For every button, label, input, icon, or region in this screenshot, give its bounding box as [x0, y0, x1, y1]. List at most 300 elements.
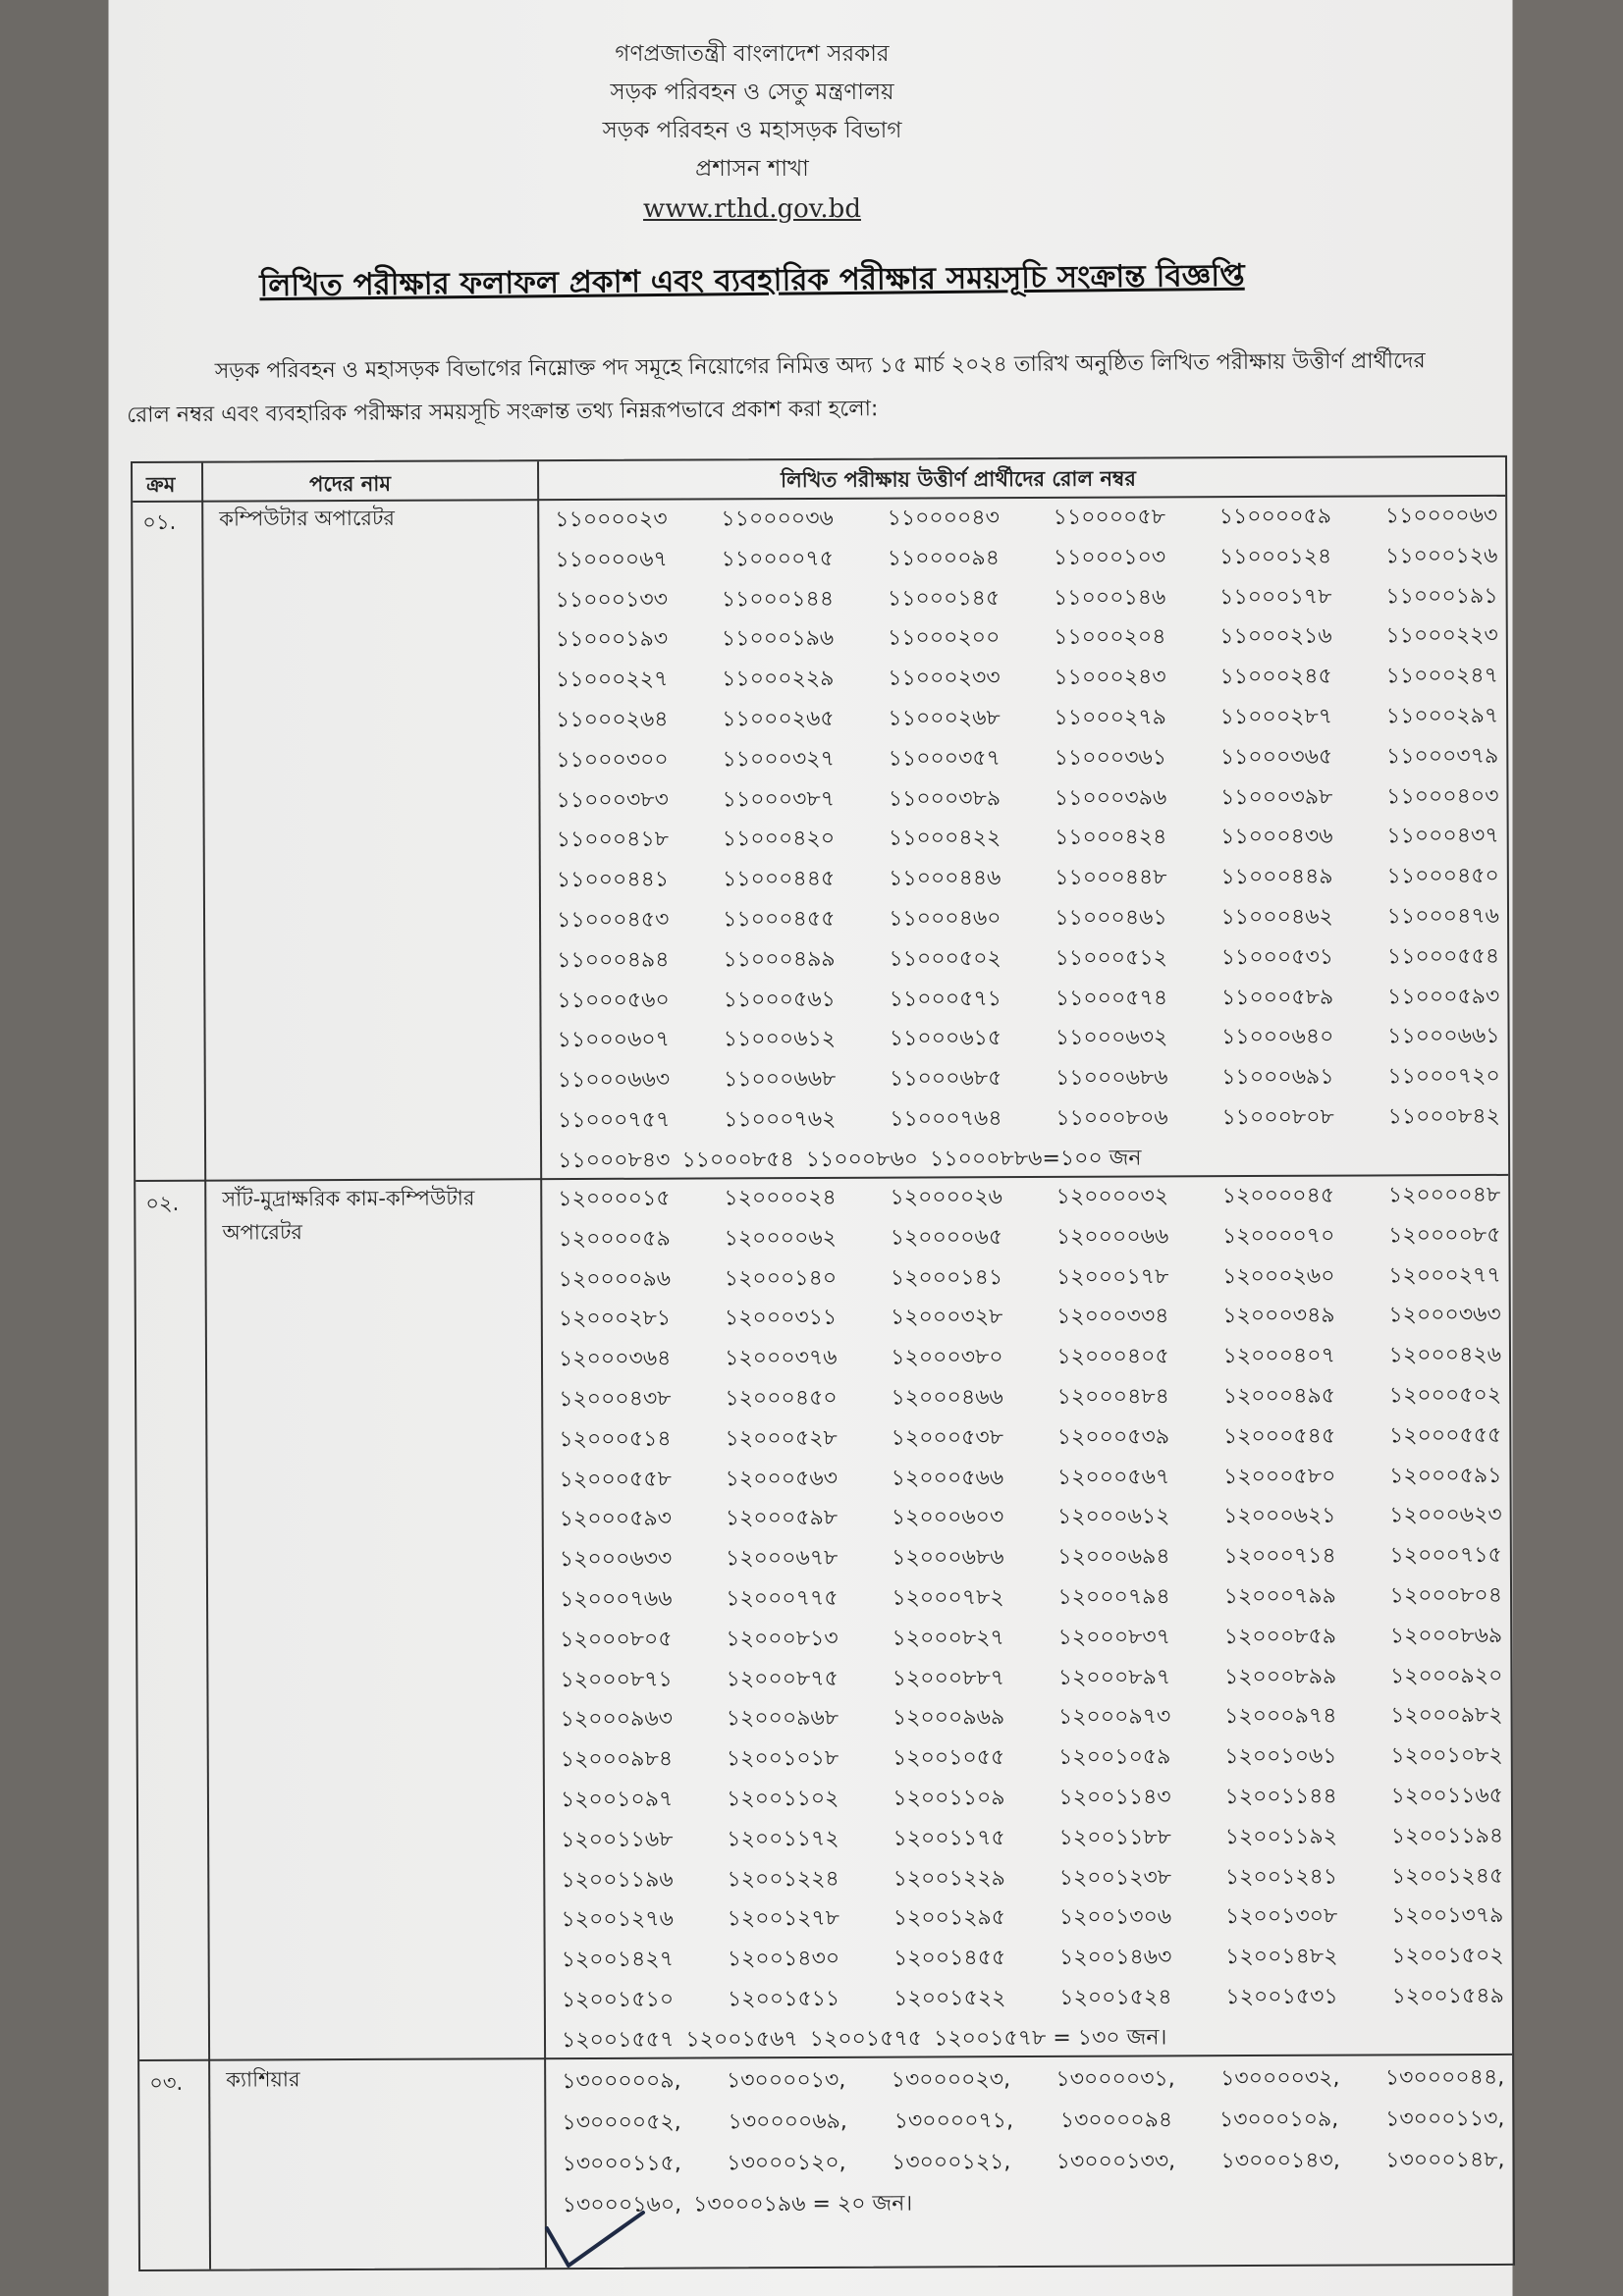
- roll-row: [556, 697, 1498, 741]
- roll-number: ১১০০০৮৪৩: [558, 1148, 671, 1173]
- roll-number: ১১০০০৬৪০: [1220, 1025, 1334, 1050]
- checkmark-icon: [541, 2207, 649, 2275]
- roll-number: ১১০০০৪২২: [888, 826, 1001, 852]
- roll-row: [560, 1576, 1502, 1621]
- roll-number: ১১০০০১০৩: [1053, 545, 1166, 570]
- roll-number: ১১০০০৩৮৯: [888, 785, 1001, 812]
- roll-number: ১১০০০০৩৬: [721, 506, 834, 532]
- roll-number: ১১০০০৮০৬: [1055, 1105, 1168, 1131]
- roll-number: ১১০০০৮৪২: [1387, 1103, 1500, 1130]
- division-name: সড়ক পরিবহন ও মহাসড়ক বিভাগ: [602, 118, 902, 143]
- roll-number: ১১০০০৪৩৭: [1386, 824, 1499, 849]
- roll-number: ১১০০০৮৮৬=১০০ জন: [930, 1146, 1142, 1172]
- roll-row: [557, 857, 1499, 901]
- roll-number: ১১০০০৬১৫: [889, 1026, 1002, 1051]
- roll-row: [560, 1617, 1502, 1661]
- roll-number: ১২০০০৫৮০: [1222, 1464, 1336, 1489]
- roll-number: ১২০০১৪৬৩: [1058, 1945, 1172, 1971]
- roll-number: ১১০০০২০৪: [1054, 624, 1166, 651]
- roll-number: ১২০০১৩০৮: [1224, 1903, 1338, 1930]
- roll-row: [562, 2099, 1504, 2144]
- roll-number: ১২০০০৪৬৬: [891, 1385, 1003, 1411]
- roll-number: ১২০০০০৪৮: [1387, 1182, 1501, 1208]
- roll-number: ১১০০০৬১২: [723, 1027, 837, 1052]
- roll-number: ১২০০১১৭৫: [893, 1825, 1005, 1851]
- roll-number: ১১০০০৫৭৪: [1055, 985, 1168, 1011]
- roll-number: ১২০০০৭৬৬: [560, 1586, 673, 1613]
- roll-number: ১১০০০৪০৩: [1386, 783, 1499, 809]
- roll-number: ১৩০০০০৩২,: [1220, 2065, 1340, 2092]
- roll-number: ১১০০০৮০৮: [1221, 1104, 1334, 1131]
- roll-number: ১২০০১৩০৬: [1058, 1904, 1172, 1931]
- roll-row: [561, 1817, 1503, 1861]
- roll-number: ১২০০০৭১৪: [1223, 1543, 1336, 1570]
- letterhead: [109, 35, 1395, 229]
- roll-number: ১২০০১০৫৯: [1058, 1744, 1171, 1771]
- roll-number: ১১০০০০৬৩: [1384, 503, 1498, 529]
- roll-number: ১১০০০৪৩৬: [1220, 825, 1333, 850]
- roll-number: ১২০০০৭১৫: [1389, 1543, 1502, 1569]
- roll-number: ১১০০০৮৬০: [805, 1147, 919, 1172]
- roll-number: ১২০০০৫৬৬: [891, 1465, 1004, 1491]
- roll-number: ১২০০০৪০৫: [1056, 1344, 1169, 1370]
- roll-number: ১৩০০০০৬৯,: [728, 2109, 847, 2135]
- roll-number: ১১০০০৪৪৬: [889, 866, 1001, 891]
- roll-number: ১১০০০১৪৬: [1053, 584, 1166, 611]
- roll-number: ১২০০১৫১০: [561, 1987, 675, 2013]
- roll-number: ১২০০০০২৪: [724, 1185, 837, 1211]
- roll-row: [557, 817, 1499, 861]
- roll-number: ১১০০০৪১৮: [556, 827, 670, 853]
- roll-number: ১১০০০৫৬১: [723, 987, 836, 1012]
- roll-number: ১১০০০০২৩: [555, 507, 668, 533]
- roll-number: ১১০০০৪৬১: [1055, 905, 1167, 931]
- roll-number: ১১০০০২৪৭: [1385, 664, 1498, 689]
- roll-number: ১২০০১৫৫৭: [561, 2027, 675, 2053]
- roll-number: ১১০০০৩০০: [556, 747, 669, 773]
- roll-number: ১২০০১৪২৭: [561, 1947, 675, 1973]
- roll-number: ১২০০০৩৮০: [891, 1345, 1003, 1370]
- roll-number: ১১০০০৬৬৮: [723, 1067, 837, 1093]
- roll-number: ১২০০০০৪৫: [1221, 1183, 1335, 1209]
- roll-row: [557, 977, 1499, 1021]
- roll-number: ১১০০০৭৬২: [724, 1106, 837, 1133]
- roll-number: ১২০০০০৬৫: [890, 1224, 1003, 1251]
- roll-row: [561, 1777, 1503, 1821]
- roll-number: ১২০০০৪৩৮: [559, 1386, 672, 1413]
- roll-row: [556, 737, 1498, 781]
- roll-number: ১১০০০৩৬৫: [1219, 744, 1333, 770]
- roll-number: ১২০০০১৪১: [890, 1264, 1003, 1291]
- intro-paragraph: সড়ক পরিবহন ও মহাসড়ক বিভাগের নিম্নোক্ত পদ সমূহে নিয়োগের নিমিত্ত অদ্য ১৫ মার্চ ২০২৪ তারিখ অনুষ্ঠিত লিখিত পরীক্ষায় উত্তীর্ণ প্রার্থীদের রোল নম্বর এবং ব্যবহারিক পরীক্ষার সময়সূচি সংক্রান্ত তথ্য নিম্নরূপভাবে প্রকাশ করা হলো:: [127, 348, 1426, 428]
- roll-number: ১১০০০১৩৩: [555, 587, 669, 613]
- roll-number: ১২০০০৮৬৯: [1389, 1623, 1503, 1649]
- roll-number: ১১০০০৭৫৭: [557, 1107, 671, 1134]
- roll-number: ১১০০০২৭৯: [1054, 705, 1166, 730]
- roll-number: ১২০০১৫২২: [893, 1986, 1006, 2011]
- roll-number: ১২০০০৮৭৫: [726, 1666, 839, 1691]
- roll-list-stenotypist: [558, 1176, 1504, 2061]
- government-name: গণপ্রজাতন্ত্রী বাংলাদেশ সরকার: [615, 41, 890, 67]
- roll-number: ১২০০০০১৫: [558, 1186, 671, 1212]
- roll-number: ১২০০০৬২১: [1223, 1504, 1336, 1529]
- roll-list-computer-operator: [555, 497, 1500, 1182]
- post-cashier: ক্যাশিয়ার: [226, 2067, 300, 2092]
- roll-number: ১২০০০৪২৬: [1388, 1343, 1502, 1368]
- roll-number: ১১০০০৬৮৬: [1055, 1065, 1168, 1092]
- roll-number: ১১০০০৪৬০: [889, 906, 1001, 932]
- roll-number: ১১০০০৬৬১: [1387, 1024, 1500, 1049]
- roll-number: ১১০০০৩৯৮: [1219, 784, 1333, 810]
- roll-number: ১২০০০২৮১: [558, 1306, 672, 1332]
- roll-number: ১১০০০৫৯৩: [1386, 984, 1500, 1009]
- roll-row: [558, 1097, 1500, 1142]
- roll-number: ১১০০০১৯৩: [555, 627, 669, 653]
- roll-number: ১২০০১২২৯: [893, 1865, 1005, 1892]
- roll-number: ১৩০০০১৪৩,: [1220, 2148, 1340, 2174]
- notice-sheet: [109, 0, 1513, 2296]
- roll-number: ১৩০০০১১৫,: [562, 2151, 681, 2177]
- roll-number: ১৩০০০১৯৬ = ২০ জন।: [693, 2191, 913, 2217]
- roll-number: ১১০০০২৬৪: [556, 707, 669, 733]
- roll-number: ১৩০০০১১৩,: [1384, 2106, 1505, 2132]
- roll-number: ১২০০০৬২৩: [1389, 1503, 1502, 1528]
- roll-number: ১২০০১১৯৪: [1390, 1823, 1504, 1849]
- roll-number: ১২০০০৩৬৪: [558, 1346, 672, 1372]
- roll-number: ১১০০০৩৮৩: [556, 787, 669, 813]
- roll-number: ১২০০০৫৯১: [1389, 1463, 1502, 1488]
- roll-number: ১১০০০৪২৪: [1054, 825, 1167, 851]
- roll-number: ১২০০০৮০৫: [560, 1627, 673, 1652]
- roll-number: ১২০০০৩৩৪: [1056, 1304, 1169, 1330]
- roll-number: ১১০০০২৩৩: [888, 666, 1001, 691]
- roll-number: ১১০০০৩৮৭: [722, 786, 836, 812]
- roll-number: ১২০০০৯৭৪: [1224, 1704, 1337, 1730]
- roll-row: [556, 777, 1498, 822]
- roll-number: ১১০০০২৬৫: [722, 706, 835, 732]
- roll-row: [558, 1057, 1500, 1101]
- roll-number: ১২০০১৫০২: [1391, 1944, 1504, 1969]
- roll-number: ১২০০০৮৮৭: [892, 1665, 1005, 1691]
- roll-number: ১২০০০৫২৮: [725, 1425, 838, 1452]
- roll-number: ১১০০০৫৫৪: [1386, 943, 1500, 970]
- branch-name: প্রশাসন শাখা: [695, 156, 809, 182]
- roll-number: ১২০০০৮০৪: [1389, 1582, 1503, 1609]
- roll-number: ১৩০০০১৩৩,: [1055, 2149, 1176, 2174]
- roll-row: [557, 1017, 1499, 1061]
- roll-number: ১২০০০০৯৬: [558, 1266, 672, 1292]
- roll-number: ১৩০০০০২৩,: [891, 2067, 1011, 2093]
- roll-number: ১২০০০৩৭৬: [725, 1346, 838, 1371]
- roll-row: [558, 1138, 1500, 1182]
- roll-number: ১২০০০৩১১: [724, 1306, 838, 1331]
- roll-row: [558, 1216, 1500, 1260]
- roll-row: [562, 2017, 1504, 2061]
- roll-row: [559, 1376, 1501, 1420]
- roll-number: ১২০০০০৮৫: [1388, 1222, 1501, 1249]
- roll-number: ১২০০১২৭৬: [561, 1906, 674, 1933]
- roll-number: ১১০০০৩৫৭: [888, 745, 1001, 772]
- roll-number: ১১০০০৬৮৫: [889, 1066, 1002, 1092]
- roll-number: ১৩০০০০০৯,: [562, 2068, 681, 2095]
- roll-number: ১১০০০১৯১: [1385, 583, 1498, 610]
- roll-number: ১২০০০৫৫৮: [559, 1467, 672, 1492]
- roll-number: ১১০০০০৫৯: [1218, 504, 1332, 530]
- roll-number: ১২০০১২৪৫: [1390, 1863, 1504, 1889]
- roll-number: ১২০০০৬৭৮: [725, 1546, 839, 1572]
- roll-row: [559, 1296, 1501, 1340]
- results-table: [131, 455, 1515, 2271]
- roll-number: ১২০০১৫১১: [727, 1986, 840, 2012]
- roll-number: ১১০০০৩৯৬: [1054, 784, 1167, 811]
- roll-number: ১১০০০৪৫৩: [556, 907, 670, 934]
- roll-number: ১১০০০১৯৬: [721, 626, 835, 652]
- roll-number: ১২০০১১৭২: [727, 1826, 839, 1852]
- roll-number: ১২০০১২৪১: [1224, 1864, 1338, 1890]
- roll-number: ১১০০০৬০৭: [557, 1027, 671, 1053]
- roll-number: ১২০০০০৫৯: [558, 1226, 671, 1252]
- roll-number: ১১০০০৬৬৩: [557, 1067, 671, 1094]
- roll-row: [561, 1736, 1503, 1781]
- roll-number: ১২০০০৯৬৯: [892, 1705, 1005, 1731]
- roll-number: ১২০০১৫২৪: [1059, 1985, 1172, 2010]
- roll-row: [559, 1256, 1501, 1301]
- post-stenotypist: সাঁট-মুদ্রাক্ষরিক কাম-কম্পিউটার অপারেটর: [222, 1186, 475, 1245]
- roll-number: ১২০০০৫৬৩: [725, 1466, 839, 1491]
- roll-number: ১২০০০৮১৩: [726, 1626, 839, 1652]
- roll-number: ১১০০০০৭৫: [721, 546, 835, 572]
- roll-row: [557, 937, 1499, 982]
- roll-number: ১১০০০৫০২: [889, 945, 1001, 972]
- header-serial: ক্রম: [146, 472, 176, 497]
- roll-number: ১২০০০৮২৭: [892, 1625, 1004, 1651]
- roll-row: [563, 2181, 1505, 2226]
- roll-row: [555, 497, 1497, 541]
- roll-number: ১২০০০৫১৪: [559, 1426, 672, 1452]
- post-computer-operator: কম্পিউটার অপারেটর: [219, 506, 395, 531]
- roll-number: ১১০০০৫৭১: [889, 986, 1002, 1012]
- roll-number: ১২০০১১৬৮: [561, 1827, 674, 1852]
- roll-number: ১১০০০৫৮৯: [1220, 985, 1334, 1010]
- roll-number: ১২০০০৫৫৫: [1388, 1422, 1502, 1449]
- roll-number: ১১০০০৪৬২: [1220, 904, 1333, 931]
- roll-number: ১১০০০৪৯৯: [723, 946, 836, 973]
- roll-number: ১১০০০২০০: [887, 625, 1001, 652]
- roll-number: ১৩০০০০৯৪: [1059, 2108, 1173, 2133]
- roll-number: ১২০০১১৬৫: [1390, 1783, 1503, 1809]
- roll-number: ১২০০০২৭৭: [1388, 1262, 1501, 1289]
- roll-number: ১৩০০০১২১,: [891, 2150, 1011, 2175]
- roll-number: ১২০০০৮৯৭: [1057, 1664, 1171, 1690]
- roll-number: ১১০০০০৫৮: [1053, 505, 1166, 530]
- website-link[interactable]: www.rthd.gov.bd: [643, 194, 861, 224]
- roll-number: ১১০০০৪৭৬: [1386, 903, 1500, 930]
- roll-number: ১২০০০৮৩৭: [1057, 1625, 1171, 1650]
- roll-number: ১২০০০৩৬৩: [1388, 1303, 1501, 1328]
- roll-number: ১২০০০৬১২: [1056, 1504, 1170, 1530]
- roll-number: ১২০০১৪৮২: [1225, 1944, 1338, 1970]
- roll-number: ১১০০০৪৪১: [556, 867, 670, 893]
- roll-number: ১২০০০৭৯৯: [1223, 1583, 1336, 1610]
- roll-number: ১২০০০৪৫০: [725, 1385, 838, 1412]
- roll-number: ১২০০০৯৮২: [1390, 1703, 1503, 1729]
- roll-number: ১২০০১১০৯: [893, 1786, 1005, 1811]
- header-rolls: লিখিত পরীক্ষায় উত্তীর্ণ প্রার্থীদের রোল নম্বর: [781, 466, 1136, 493]
- ministry-name: সড়ক পরিবহন ও সেতু মন্ত্রণালয়: [610, 80, 894, 105]
- roll-number: ১১০০০৬৯১: [1221, 1064, 1334, 1091]
- roll-number: ১২০০০০৬৬: [1055, 1224, 1169, 1250]
- roll-number: ১২০০১৪৫৫: [893, 1946, 1006, 1971]
- roll-number: ১২০০০৫৬৭: [1056, 1464, 1170, 1490]
- roll-row: [561, 1856, 1503, 1900]
- roll-number: ১২০০০০৬২: [724, 1225, 838, 1252]
- header-post: পদের নাম: [309, 471, 392, 497]
- roll-number: ১৩০০০০৭১,: [893, 2109, 1014, 2134]
- roll-number: ১২০০১০৬১: [1224, 1743, 1337, 1770]
- roll-row: [556, 616, 1498, 661]
- roll-row: [560, 1656, 1502, 1700]
- roll-number: ১২০০০৪৯৫: [1222, 1383, 1336, 1410]
- roll-number: ১২০০০৭৭৫: [726, 1585, 839, 1612]
- roll-number: ১১০০০২২৩: [1385, 623, 1498, 649]
- roll-row: [562, 2140, 1504, 2185]
- roll-number: ১২০০০৪৮৪: [1056, 1384, 1169, 1410]
- roll-number: ১১০০০১২৬: [1384, 543, 1498, 569]
- roll-row: [555, 537, 1497, 581]
- column-divider: [201, 463, 211, 2269]
- roll-number: ১৩০০০১৬০,: [562, 2192, 682, 2218]
- roll-number: ১৩০০০১০৯,: [1218, 2107, 1339, 2133]
- roll-number: ১২০০১৩৭৯: [1391, 1903, 1504, 1929]
- roll-number: ১২০০০৮৭১: [560, 1667, 673, 1692]
- roll-number: ১১০০০১৭৮: [1219, 584, 1332, 610]
- roll-number: ১৩০০০০১৩,: [726, 2067, 846, 2094]
- roll-number: ১২০০১১৪৩: [1058, 1785, 1171, 1810]
- roll-number: ১১০০০৪৪৮: [1055, 865, 1167, 891]
- roll-number: ১২০০০০৩২: [1055, 1184, 1169, 1209]
- roll-row: [560, 1536, 1502, 1580]
- roll-number: ১৩০০০০৫২,: [562, 2109, 681, 2136]
- roll-number: ১৩০০০১৪৮,: [1385, 2147, 1505, 2173]
- roll-number: ১১০০০২৯৭: [1385, 703, 1499, 729]
- roll-number: ১৩০০০০৩১,: [1055, 2066, 1175, 2092]
- roll-number: ১২০০০৫৩৮: [891, 1424, 1004, 1451]
- roll-list-cashier: [562, 2057, 1505, 2226]
- roll-number: ১২০০১১৪৪: [1224, 1784, 1337, 1810]
- roll-number: ১২০০১০৮২: [1390, 1743, 1503, 1769]
- roll-row: [559, 1336, 1501, 1380]
- serial-1: ০১.: [142, 509, 177, 534]
- roll-number: ১১০০০৩৭৯: [1385, 743, 1499, 770]
- roll-number: ১১০০০৮৫৪: [681, 1147, 794, 1173]
- roll-number: ১২০০০৮৫৯: [1223, 1624, 1337, 1649]
- roll-number: ১২০০১০৯৭: [560, 1787, 674, 1813]
- roll-number: ১১০০০৭২০: [1387, 1064, 1500, 1090]
- roll-number: ১২০০০২৬০: [1222, 1263, 1335, 1289]
- roll-number: ১২০০১৫৬৭: [685, 2026, 798, 2053]
- roll-number: ১২০০০৯৭৩: [1057, 1704, 1171, 1731]
- roll-number: ১২০০১২৩৮: [1058, 1864, 1172, 1891]
- roll-number: ১২০০০৯২০: [1389, 1663, 1503, 1688]
- roll-number: ১২০০১৫৭৮ = ১৩০ জন।: [933, 2025, 1167, 2052]
- roll-number: ১২০০১১৯৬: [561, 1867, 674, 1893]
- roll-number: ১১০০০০৯৪: [887, 545, 1001, 571]
- roll-row: [557, 897, 1499, 941]
- roll-number: ১১০০০২৮৭: [1219, 704, 1333, 730]
- roll-row: [561, 1896, 1503, 1941]
- roll-number: ১১০০০৪৫৫: [723, 906, 836, 933]
- roll-row: [562, 1937, 1504, 1981]
- roll-number: ১২০০০৫৪৫: [1222, 1423, 1336, 1449]
- roll-number: ১২০০০৫০২: [1388, 1382, 1502, 1409]
- roll-number: ১১০০০২১৬: [1219, 624, 1332, 650]
- roll-number: ১২০০০৫৩৯: [1056, 1424, 1170, 1450]
- roll-number: ১১০০০৬৩২: [1055, 1025, 1168, 1051]
- roll-number: ১১০০০২২৭: [555, 667, 669, 693]
- roll-number: ১২০০০৬৯৪: [1057, 1544, 1170, 1571]
- roll-number: ১১০০০০৪৩: [887, 506, 1000, 531]
- roll-number: ১১০০০২৪৩: [1054, 665, 1166, 691]
- roll-number: ১১০০০০৬৭: [555, 547, 668, 572]
- roll-number: ১২০০০৭৮২: [892, 1585, 1004, 1611]
- serial-2: ০২.: [145, 1191, 180, 1215]
- roll-number: ১১০০০৫১২: [1055, 945, 1167, 971]
- roll-number: ১১০০০২৬৮: [888, 706, 1001, 731]
- roll-number: ১১০০০৪২০: [722, 827, 836, 852]
- roll-number: ১২০০১৫৪৯: [1391, 1983, 1504, 2009]
- roll-number: ১২০০০১৭৮: [1055, 1263, 1169, 1290]
- roll-number: ১১০০০২২৯: [722, 667, 835, 692]
- roll-number: ১২০০০৮৯৯: [1223, 1664, 1337, 1689]
- roll-number: ১৩০০০০৪৪,: [1384, 2064, 1505, 2091]
- roll-row: [559, 1456, 1501, 1500]
- roll-number: ১২০০১১০২: [727, 1786, 839, 1812]
- roll-number: ১২০০০৭৯৪: [1057, 1584, 1170, 1610]
- roll-number: ১২০০০০২৬: [890, 1185, 1002, 1210]
- roll-number: ১১০০০৪৪৫: [722, 867, 836, 892]
- roll-number: ১১০০০৪৫০: [1386, 864, 1499, 889]
- roll-number: ১১০০০২৪৫: [1219, 664, 1332, 690]
- roll-number: ১২০০০৪০৭: [1222, 1343, 1335, 1369]
- roll-number: ১২০০০৬০৩: [891, 1505, 1004, 1531]
- notice-title: লিখিত পরীক্ষার ফলাফল প্রকাশ এবং ব্যবহারিক পরীক্ষার সময়সূচি সংক্রান্ত বিজ্ঞপ্তি: [259, 257, 1245, 304]
- column-divider: [537, 461, 547, 2268]
- roll-number: ১২০০১১৮৮: [1058, 1825, 1171, 1850]
- roll-row: [556, 657, 1498, 701]
- roll-number: ১২০০০৬৩৩: [559, 1546, 673, 1573]
- roll-number: ১২০০১৫৩১: [1225, 1984, 1338, 2010]
- roll-number: ১২০০০১৪০: [724, 1265, 838, 1291]
- roll-number: ১১০০০১৪৫: [887, 585, 1001, 612]
- roll-number: ১২০০০০৭০: [1221, 1223, 1335, 1249]
- roll-number: ১১০০০৫৩১: [1220, 944, 1334, 970]
- roll-number: ১২০০০৫৯৩: [559, 1506, 673, 1532]
- roll-number: ১১০০০৫৬০: [557, 988, 670, 1013]
- roll-row: [559, 1416, 1501, 1461]
- roll-number: ১২০০০৬৮৬: [892, 1545, 1004, 1571]
- roll-number: ১২০০০৫৯৮: [725, 1506, 839, 1531]
- roll-number: ১২০০১০৫৫: [892, 1745, 1005, 1771]
- roll-number: ১১০০০৭৬৪: [890, 1106, 1002, 1132]
- roll-number: ১৩০০০১২০,: [727, 2150, 846, 2176]
- roll-number: ১২০০১২২৪: [727, 1866, 839, 1892]
- roll-number: ১২০০০৯৬৩: [560, 1706, 674, 1733]
- roll-number: ১১০০০৩৬১: [1054, 745, 1167, 771]
- roll-row: [561, 1696, 1503, 1740]
- roll-row: [562, 2057, 1504, 2103]
- roll-number: ১২০০০৩৪৯: [1222, 1304, 1335, 1329]
- roll-row: [558, 1176, 1500, 1220]
